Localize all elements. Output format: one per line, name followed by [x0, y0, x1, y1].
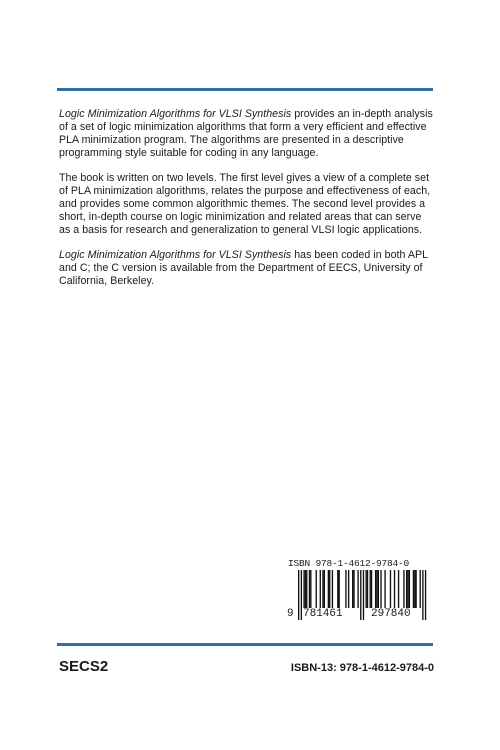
barcode-bar — [357, 570, 358, 608]
barcode-bar — [316, 570, 317, 608]
barcode-bar — [348, 570, 349, 608]
paragraph-1: Logic Minimization Algorithms for VLSI Synthesis provides an in-depth analysis of a set of logic minimization algorithms that form a very efficient and effective PLA minimization program. The algorithms are presented in a descriptive programming style suitable for coding in any language. — [59, 108, 433, 159]
barcode-digits-right: 297840 — [371, 608, 411, 620]
barcode-bar — [409, 570, 410, 608]
barcode-bar — [298, 570, 299, 620]
isbn-13-label: ISBN-13: 978-1-4612-9784-0 — [290, 662, 434, 674]
isbn-barcode-label: ISBN 978-1-4612-9784-0 — [288, 558, 410, 569]
barcode-bar — [407, 570, 408, 608]
barcode-bar — [322, 570, 323, 608]
barcode-bar — [337, 570, 338, 608]
barcode-bar — [363, 570, 364, 620]
barcode-bar — [360, 570, 361, 620]
barcode-bar — [353, 570, 354, 608]
book-title-italic: Logic Minimization Algorithms for VLSI Synthesis — [59, 108, 292, 120]
barcode-bar — [310, 570, 311, 608]
barcode-bar — [403, 570, 404, 608]
barcode-bar — [367, 570, 368, 608]
barcode-bar — [303, 570, 304, 608]
bottom-rule — [57, 643, 433, 646]
barcode-bar — [425, 570, 426, 620]
paragraph-2: The book is written on two levels. The first level gives a view of a complete set of PLA minimization algorithms, relates the purpose and effectiveness of each, and provides some common algorithmic themes. The second level provides a short, in-depth course on logic minimization and related areas that can serve as a basis for research and generalization to general VLSI logic applications. — [59, 172, 431, 236]
barcode-bar — [371, 570, 372, 608]
barcode-bar — [375, 570, 376, 608]
barcode-bar — [384, 570, 385, 608]
top-rule — [57, 88, 433, 91]
barcode-bar — [366, 570, 367, 608]
barcode-digits-left: 781461 — [303, 608, 343, 620]
barcode-bar — [370, 570, 371, 608]
barcode-bar — [309, 570, 310, 608]
book-title-italic: Logic Minimization Algorithms for VLSI Synthesis — [59, 249, 292, 261]
barcode-bar — [398, 570, 399, 608]
barcode-bar — [420, 570, 421, 608]
barcode-bar — [329, 570, 330, 608]
barcode-bar — [394, 570, 395, 608]
barcode-bar — [320, 570, 321, 608]
barcode-bar — [324, 570, 325, 608]
series-code: SECS2 — [59, 658, 109, 675]
barcode-bar — [378, 570, 379, 608]
barcode-area — [286, 558, 434, 626]
barcode-digit-lead: 9 — [287, 608, 294, 620]
barcode-bar — [415, 570, 416, 608]
barcode-bar — [380, 570, 381, 608]
barcode-bar — [422, 570, 423, 620]
barcode-bar — [305, 570, 306, 608]
barcode-bar — [345, 570, 346, 608]
barcode-bar — [406, 570, 407, 608]
paragraph-3: Logic Minimization Algorithms for VLSI Synthesis has been coded in both APL and C; the C version is available from the Department of EECS, University of California, Berkeley. — [59, 249, 428, 287]
barcode-bar — [413, 570, 414, 608]
barcode-bar — [306, 570, 307, 608]
barcode-bar — [328, 570, 329, 608]
barcode-bar — [332, 570, 333, 608]
barcode-bar — [339, 570, 340, 608]
barcode-bar — [414, 570, 415, 608]
barcode-bar — [390, 570, 391, 608]
barcode-bar — [376, 570, 377, 608]
barcode-bar — [352, 570, 353, 608]
description-text — [59, 108, 435, 300]
